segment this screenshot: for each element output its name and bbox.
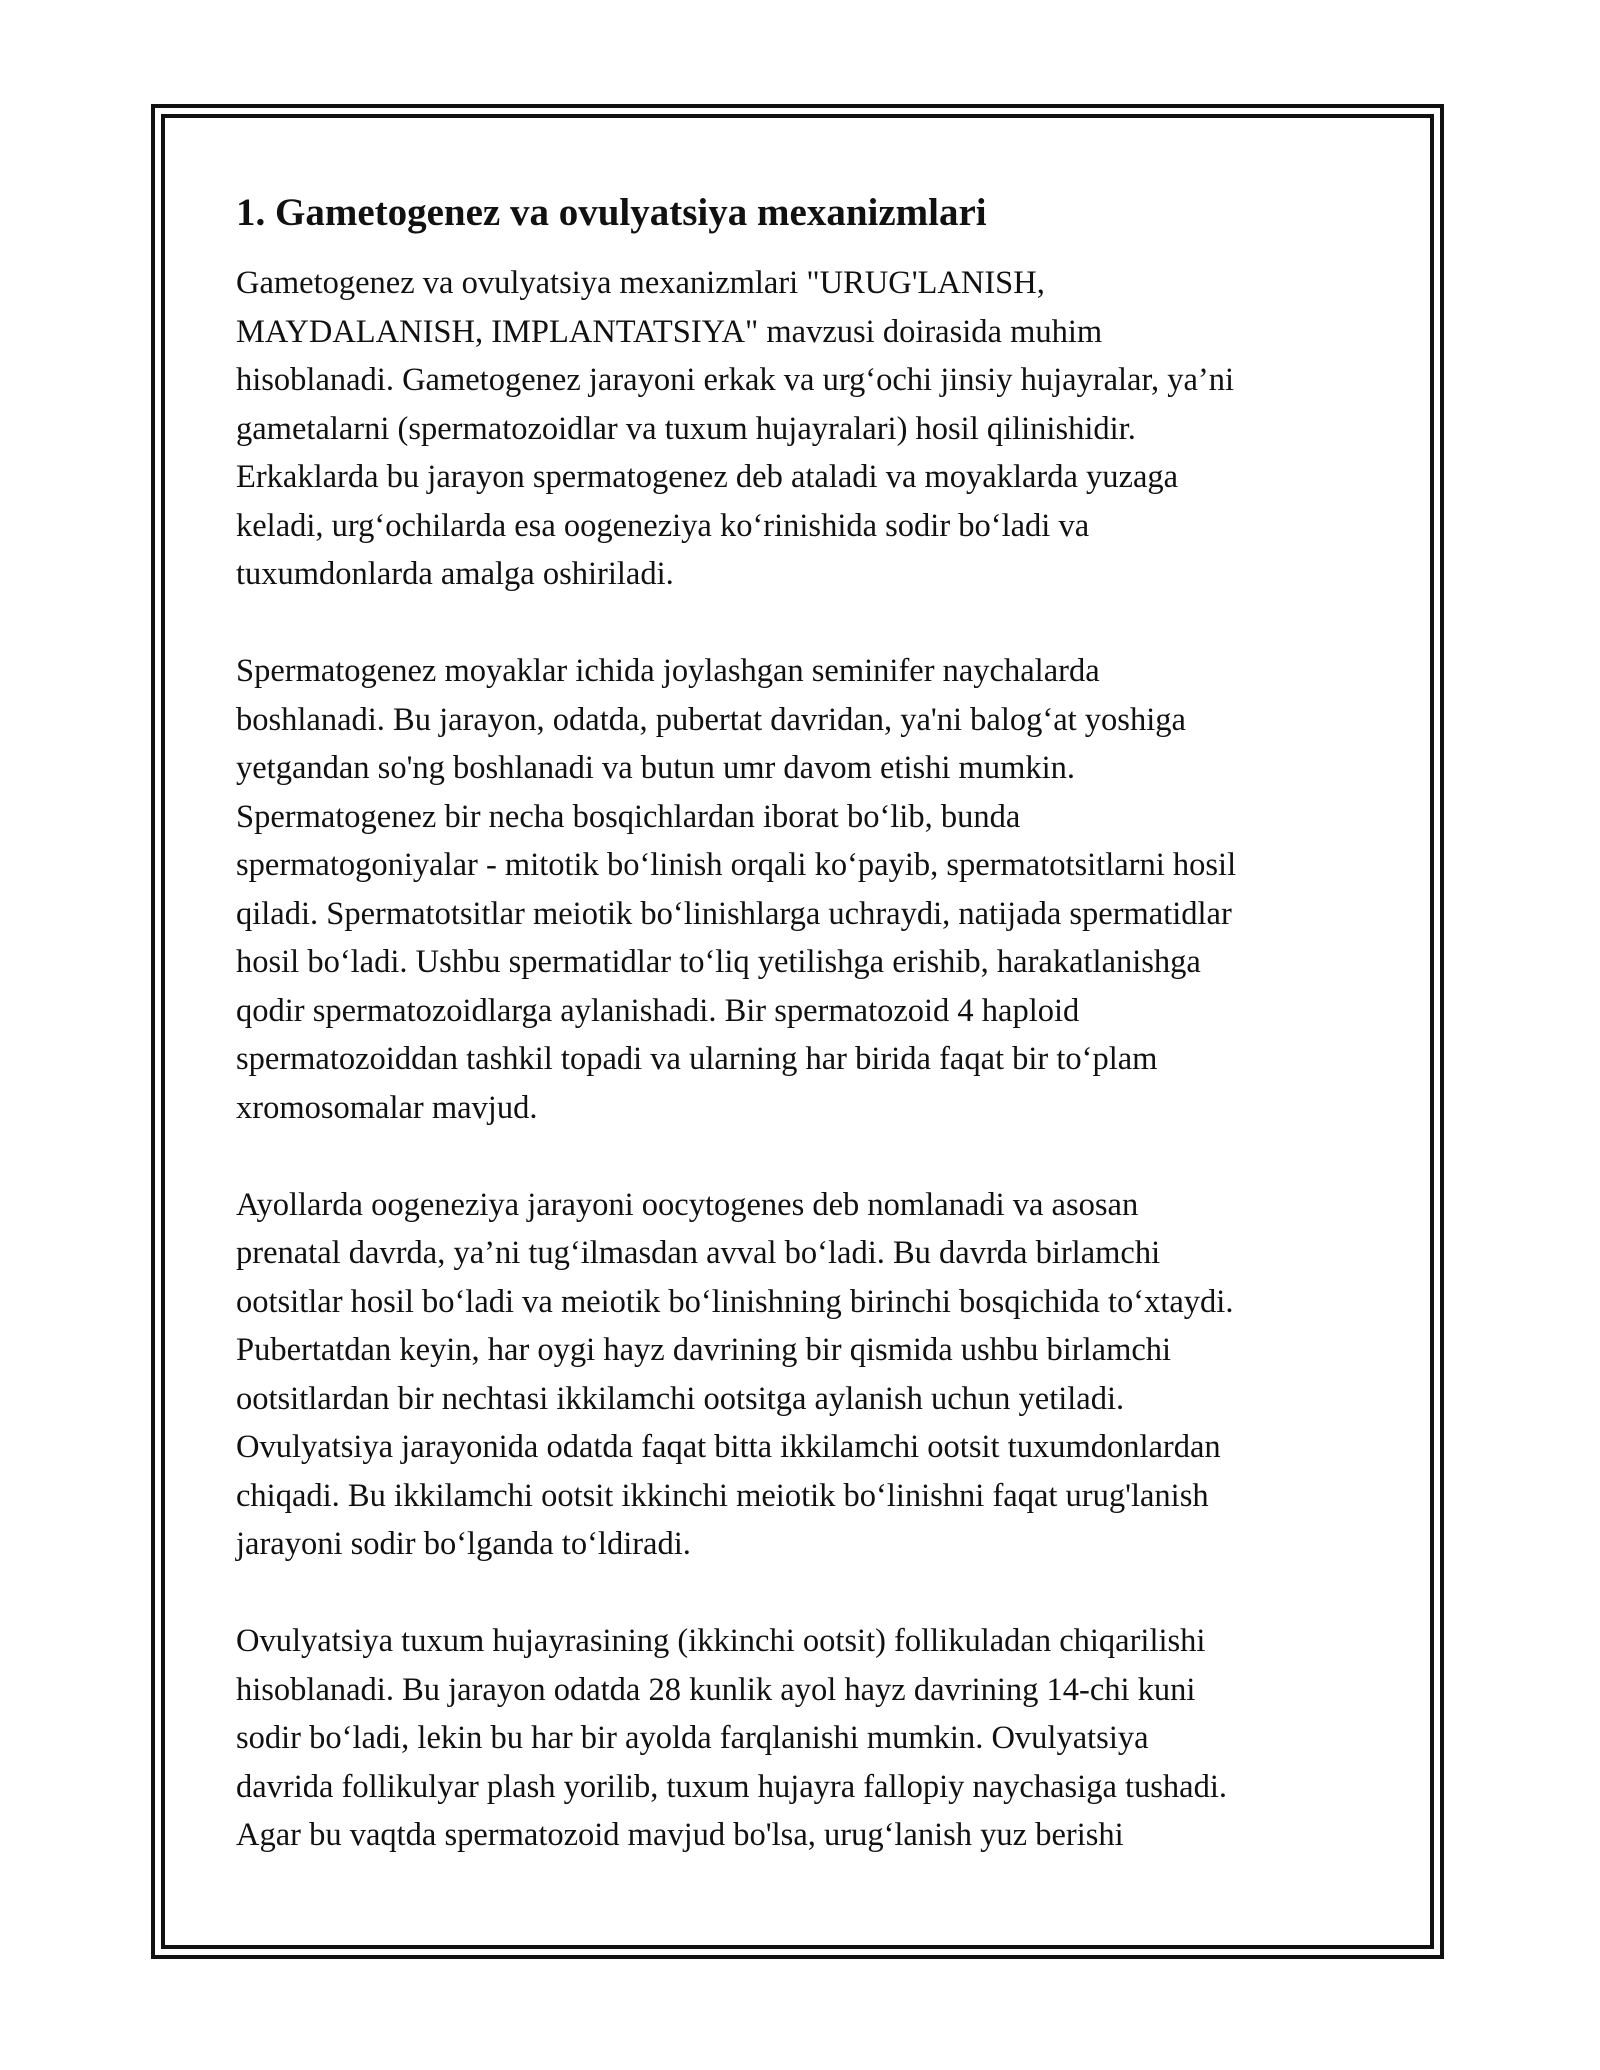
text-line: Pubertatdan keyin, har oygi hayz davrining bir qismida ushbu birlamchi <box>236 1332 1172 1368</box>
text-line: Ayollarda oogeneziya jarayoni oocytogenes deb nomlanadi va asosan <box>236 1186 1139 1223</box>
text-line: hisoblanadi. Gametogenez jarayoni erkak va urg‘ochi jinsiy hujayralar, ya’ni <box>236 362 1235 398</box>
text-line: boshlanadi. Bu jarayon, odatda, pubertat davridan, ya'ni balog‘at yoshiga <box>236 701 1186 738</box>
text-line: Ovulyatsiya jarayonida odatda faqat bitta ikkilamchi ootsit tuxumdonlardan <box>236 1429 1221 1465</box>
text-line: tuxumdonlarda amalga oshiriladi. <box>236 556 674 592</box>
text-line: prenatal davrda, ya’ni tug‘ilmasdan avval bo‘ladi. Bu davrda birlamchi <box>236 1235 1161 1271</box>
paragraph-spermatogenesis <box>236 647 1376 1132</box>
text-line: hisoblanadi. Bu jarayon odatda 28 kunlik ayol hayz davrining 14-chi kuni <box>236 1671 1196 1708</box>
section-heading: 1. Gametogenez va ovulyatsiya mexanizmlari <box>236 191 987 234</box>
text-line: Erkaklarda bu jarayon spermatogenez deb ataladi va moyaklarda yuzaga <box>236 459 1179 495</box>
text-line: jarayoni sodir bo‘lganda to‘ldiradi. <box>236 1526 691 1562</box>
text-line: davrida follikulyar plash yorilib, tuxum hujayra fallopiy naychasiga tushadi. <box>236 1768 1228 1805</box>
text-line: sodir bo‘ladi, lekin bu har bir ayolda farqlanishi mumkin. Ovulyatsiya <box>236 1720 1149 1756</box>
paragraph-ovulation <box>236 1617 1376 1860</box>
text-line: Spermatogenez moyaklar ichida joylashgan seminifer naychalarda <box>236 653 1100 689</box>
text-line: Spermatogenez bir necha bosqichlardan iborat bo‘lib, bunda <box>236 798 1021 835</box>
text-line: MAYDALANISH, IMPLANTATSIYA" mavzusi doirasida muhim <box>236 313 1103 350</box>
text-line: Gametogenez va ovulyatsiya mexanizmlari "URUG'LANISH, <box>236 265 1045 301</box>
text-line: ootsitlardan bir nechtasi ikkilamchi ootsitga aylanish uchun yetiladi. <box>236 1380 1125 1417</box>
text-line: Agar bu vaqtda spermatozoid mavjud bo'lsa, urug‘lanish yuz berishi <box>236 1817 1124 1853</box>
paragraph-gametogenesis-intro <box>236 259 1376 599</box>
text-line: ootsitlar hosil bo‘ladi va meiotik bo‘linishning birinchi bosqichida to‘xtaydi. <box>236 1283 1234 1320</box>
text-line: gametalarni (spermatozoidlar va tuxum hujayralari) hosil qilinishidir. <box>236 410 1136 447</box>
text-line: Ovulyatsiya tuxum hujayrasining (ikkinchi ootsit) follikuladan chiqarilishi <box>236 1623 1206 1659</box>
text-line: spermatozoiddan tashkil topadi va ularning har birida faqat bir to‘plam <box>236 1041 1158 1077</box>
text-line: hosil bo‘ladi. Ushbu spermatidlar to‘liq yetilishga erishib, harakatlanishga <box>236 944 1201 980</box>
text-line: qiladi. Spermatotsitlar meiotik bo‘linishlarga uchraydi, natijada spermatidlar <box>236 895 1232 932</box>
text-line: yetgandan so'ng boshlanadi va butun umr davom etishi mumkin. <box>236 750 1076 786</box>
paragraph-oogenesis <box>236 1181 1376 1569</box>
text-line: spermatogoniyalar - mitotik bo‘linish orqali ko‘payib, spermatotsitlarni hosil <box>236 847 1237 883</box>
document-body <box>236 185 1376 1860</box>
text-line: chiqadi. Bu ikkilamchi ootsit ikkinchi meiotik bo‘linishni faqat urug'lanish <box>236 1477 1209 1514</box>
text-line: keladi, urg‘ochilarda esa oogeneziya ko‘rinishida sodir bo‘ladi va <box>236 507 1090 544</box>
text-line: xromosomalar mavjud. <box>236 1089 538 1126</box>
text-line: qodir spermatozoidlarga aylanishadi. Bir spermatozoid 4 haploid <box>236 992 1080 1029</box>
